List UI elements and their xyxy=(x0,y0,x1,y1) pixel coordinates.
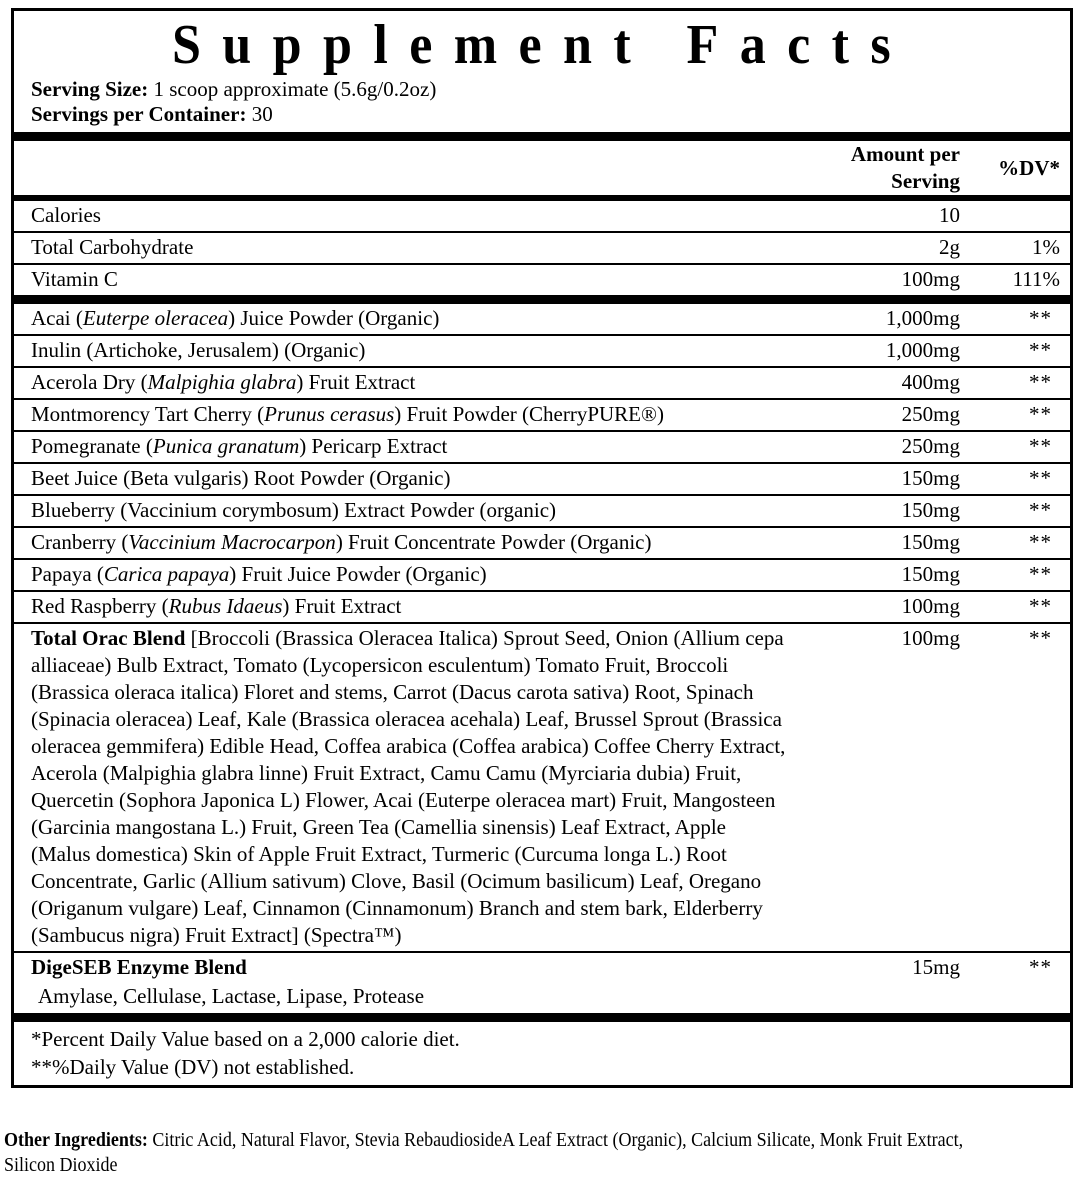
table-row xyxy=(14,592,1070,622)
enzyme-blend-title: DigeSEB Enzyme Blend xyxy=(31,955,247,979)
table-row xyxy=(14,336,1070,366)
table-row xyxy=(14,368,1070,398)
row-name: Vitamin C xyxy=(31,267,118,291)
table-row-enzyme-blend xyxy=(14,953,1070,983)
row-amount: 10 xyxy=(939,203,960,227)
row-name: Blueberry (Vaccinium corymbosum) Extract Powder (organic) xyxy=(31,498,557,522)
enzyme-sub-ingredients: Amylase, Cellulase, Lactase, Lipase, Protease xyxy=(38,984,425,1008)
orac-blend-title: Total Orac Blend xyxy=(31,626,186,650)
enzyme-blend-name xyxy=(14,953,800,983)
other-ingredients-value: Citric Acid, Natural Flavor, Stevia RebaudiosideA Leaf Extract (Organic), Calcium Silicate, Monk Fruit Extract, Silicon Dioxide xyxy=(4,1129,964,1176)
row-name: Acai (Euterpe oleracea) Juice Powder (Organic) xyxy=(31,306,440,330)
row-dv: ** xyxy=(1029,306,1052,330)
row-amount: 1,000mg xyxy=(885,306,960,330)
row-dv: ** xyxy=(1029,466,1052,490)
table-row xyxy=(14,528,1070,558)
footnote-dv-not-established: **%Daily Value (DV) not established. xyxy=(31,1055,355,1079)
enzyme-blend-amount: 15mg xyxy=(912,955,960,979)
row-name: Total Carbohydrate xyxy=(31,235,194,259)
row-dv: ** xyxy=(1029,402,1052,426)
row-amount: 1,000mg xyxy=(885,338,960,362)
row-dv: ** xyxy=(1029,530,1052,554)
row-dv: ** xyxy=(1029,562,1052,586)
row-name: Cranberry (Vaccinium Macrocarpon) Fruit Concentrate Powder (Organic) xyxy=(31,530,652,554)
other-ingredients-label: Other Ingredients: xyxy=(4,1129,148,1151)
row-dv: ** xyxy=(1029,594,1052,618)
row-amount: 150mg xyxy=(901,466,960,490)
table-row xyxy=(14,304,1070,334)
nutrition-rows-group xyxy=(14,201,1070,295)
page-title: Supplement Facts xyxy=(171,14,913,76)
serving-size-label: Serving Size: xyxy=(31,77,149,101)
table-row xyxy=(14,432,1070,462)
row-name: Inulin (Artichoke, Jerusalem) (Organic) xyxy=(31,338,366,362)
row-dv: 111% xyxy=(1012,267,1060,291)
table-row xyxy=(14,464,1070,494)
orac-blend-dv: ** xyxy=(1029,626,1052,650)
footnotes xyxy=(14,1022,1070,1085)
row-name: Acerola Dry (Malpighia glabra) Fruit Extract xyxy=(31,370,416,394)
row-amount: 2g xyxy=(939,235,960,259)
row-dv: ** xyxy=(1029,498,1052,522)
row-dv xyxy=(960,201,1070,204)
scientific-name: Prunus cerasus xyxy=(264,402,395,426)
divider-bar-footnotes xyxy=(14,1013,1070,1022)
divider-bar-top xyxy=(14,132,1070,141)
scientific-name: Vaccinium Macrocarpon xyxy=(128,530,336,554)
table-row xyxy=(14,233,1070,263)
row-dv: ** xyxy=(1029,434,1052,458)
row-amount: 400mg xyxy=(901,370,960,394)
servings-per-container-label: Servings per Container: xyxy=(31,102,247,126)
scientific-name: Rubus Idaeus xyxy=(168,594,283,618)
servings-per-container-value: 30 xyxy=(246,102,273,126)
footnote-percent-daily-value: *Percent Daily Value based on a 2,000 calorie diet. xyxy=(31,1027,460,1051)
row-dv: 1% xyxy=(1032,235,1060,259)
row-amount: 150mg xyxy=(901,562,960,586)
row-name: Beet Juice (Beta vulgaris) Root Powder (Organic) xyxy=(31,466,451,490)
table-row xyxy=(14,400,1070,430)
row-amount: 100mg xyxy=(901,594,960,618)
orac-blend-name xyxy=(14,624,800,951)
serving-info xyxy=(14,77,1070,132)
serving-size-line xyxy=(14,77,1070,102)
row-dv: ** xyxy=(1029,370,1052,394)
row-amount: 150mg xyxy=(901,498,960,522)
table-row xyxy=(14,560,1070,590)
servings-per-container-line xyxy=(14,102,1070,127)
ingredient-rows-group xyxy=(14,304,1070,622)
row-name: Pomegranate (Punica granatum) Pericarp Extract xyxy=(31,434,448,458)
scientific-name: Carica papaya xyxy=(103,562,230,586)
row-amount: 100mg xyxy=(901,267,960,291)
scientific-name: Punica granatum xyxy=(152,434,300,458)
table-row xyxy=(14,201,1070,231)
row-dv: ** xyxy=(1029,338,1052,362)
divider-bar-ingredients xyxy=(14,295,1070,304)
row-name: Papaya (Carica papaya) Fruit Juice Powder (Organic) xyxy=(31,562,487,586)
enzyme-blend-dv: ** xyxy=(1029,955,1052,979)
orac-blend-amount: 100mg xyxy=(901,626,960,650)
row-amount: 250mg xyxy=(901,402,960,426)
serving-size-value: 1 scoop approximate (5.6g/0.2oz) xyxy=(148,77,437,101)
other-ingredients xyxy=(4,1128,972,1178)
table-header-amount: Amount per Serving xyxy=(850,142,960,193)
table-row xyxy=(14,265,1070,295)
row-name: Red Raspberry (Rubus Idaeus) Fruit Extract xyxy=(31,594,402,618)
row-name: Montmorency Tart Cherry (Prunus cerasus) Fruit Powder (CherryPURE®) xyxy=(31,402,664,426)
table-row xyxy=(14,496,1070,526)
scientific-name: Malpighia glabra xyxy=(147,370,297,394)
row-amount: 250mg xyxy=(901,434,960,458)
scientific-name: Euterpe oleracea xyxy=(82,306,229,330)
table-header-row xyxy=(14,141,1070,195)
row-amount: 150mg xyxy=(901,530,960,554)
table-row-orac-blend xyxy=(14,624,1070,951)
supplement-facts-panel xyxy=(11,8,1073,1088)
table-header-dv: %DV* xyxy=(998,155,1060,180)
row-name: Calories xyxy=(31,203,101,227)
orac-blend-body: [Broccoli (Brassica Oleracea Italica) Sprout Seed, Onion (Allium cepa alliaceae) Bulb Extract, Tomato (Lycopersicon esculentum) Tomato Fruit, Broccoli (Brassica oleraca italica) Floret and stems, Carrot (Dacus carota sativa) Root, Spinach (Spinacia oleracea) Leaf, Kale (Brassica oleracea acehala) Leaf, Brussel Sprout (Brassica oleracea gemmifera) Edible Head, Coffea arabica (Coffea arabica) Coffee Cherry Extract, Acerola (Malpighia glabra linne) Fruit Extract, Camu Camu (Myrciaria dubia) Fruit, Quercetin (Sophora Japonica L) Flower, Acai (Euterpe oleracea mart) Fruit, Mangosteen (Garcinia mangostana L.) Fruit, Green Tea (Camellia sinensis) Leaf Extract, Apple (Malus domestica) Skin of Apple Fruit Extract, Turmeric (Curcuma longa L.) Root Concentrate, Garlic (Allium sativum) Clove, Basil (Ocimum basilicum) Leaf, Oregano (Origanum vulgare) Leaf, Cinnamon (Cinnamonum) Branch and stem bark, Elderberry (Sambucus nigra) Fruit Extract] (Spectra™) xyxy=(31,626,786,947)
